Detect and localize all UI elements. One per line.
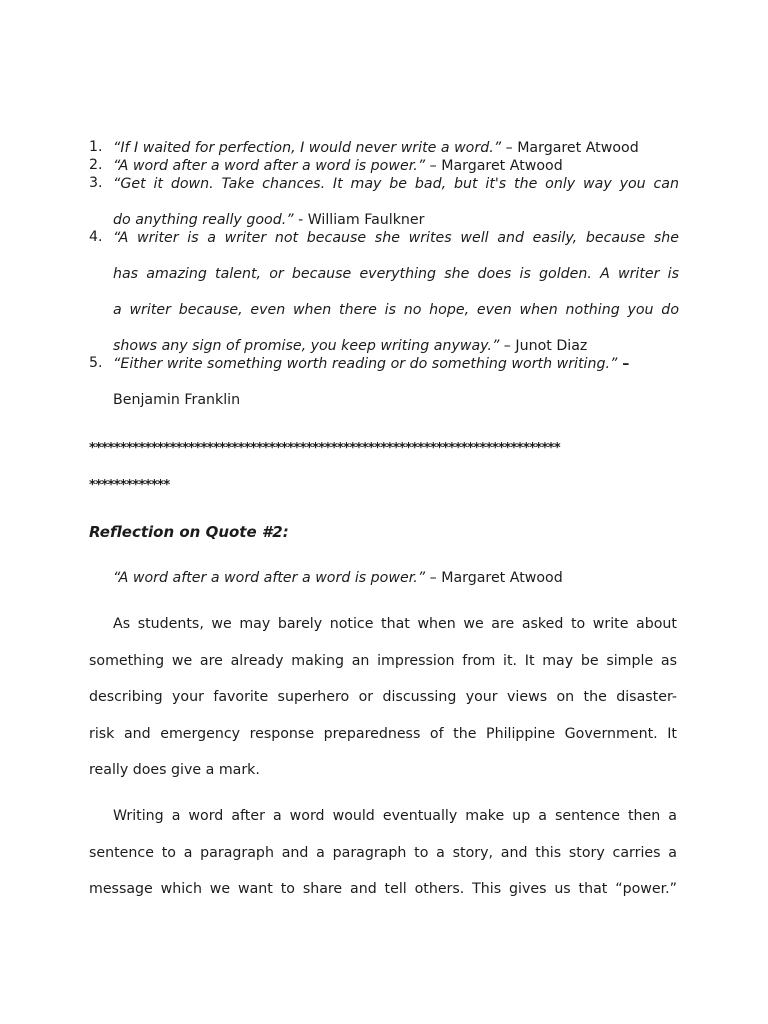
separator-line: **************************************************************************** xyxy=(89,441,561,456)
quote-text: “Get it down. Take chances. It may be bad, but it's the only way you can xyxy=(113,176,679,192)
quote-author: – Junot Diaz xyxy=(499,338,588,354)
paragraph xyxy=(89,615,677,798)
paragraph-line: As students, we may barely notice that when we are asked to write about xyxy=(113,616,677,632)
list-item xyxy=(89,157,679,175)
section-heading: Reflection on Quote #2: xyxy=(89,523,289,541)
quote-line xyxy=(113,301,679,319)
quote-author: – xyxy=(617,356,630,372)
list-number: 1. xyxy=(89,139,103,155)
paragraph-line: message which we want to share and tell others. This gives us that “power.” xyxy=(89,881,677,897)
quote-author: – Margaret Atwood xyxy=(425,570,563,586)
paragraph xyxy=(89,807,677,917)
quote-line xyxy=(113,229,679,247)
list-item xyxy=(89,175,679,229)
quote-line xyxy=(113,265,679,283)
paragraph-line: really does give a mark. xyxy=(89,762,260,778)
paragraph-line: Writing a word after a word would eventually make up a sentence then a xyxy=(113,808,677,824)
list-item xyxy=(89,355,679,409)
list-number: 2. xyxy=(89,157,103,173)
quote-line xyxy=(113,211,679,229)
quote-text: “If I waited for perfection, I would never write a word.” xyxy=(113,140,502,156)
quote-line xyxy=(113,175,679,193)
quote-text: a writer because, even when there is no hope, even when nothing you do xyxy=(113,302,679,318)
paragraph-line: describing your favorite superhero or discussing your views on the disaster- xyxy=(89,689,677,705)
list-number: 4. xyxy=(89,229,103,245)
quote-list xyxy=(89,139,679,409)
paragraph-line: sentence to a paragraph and a paragraph to a story, and this story carries a xyxy=(89,844,677,861)
paragraph-line: risk and emergency response preparedness of the Philippine Government. It xyxy=(89,725,677,742)
list-number: 5. xyxy=(89,355,103,371)
quote-text: do anything really good.” xyxy=(113,212,294,228)
list-item xyxy=(89,139,679,157)
quote-line xyxy=(113,337,679,355)
quote-text: shows any sign of promise, you keep writing anyway.” xyxy=(113,338,500,354)
quote-text: “A word after a word after a word is power.” xyxy=(113,158,426,174)
quote-author: Benjamin Franklin xyxy=(113,392,241,408)
quote-text: “A word after a word after a word is power.” xyxy=(113,570,426,586)
quote-line xyxy=(113,391,679,409)
quote-line xyxy=(113,157,679,175)
quote-text: “Either write something worth reading or do something worth writing.” xyxy=(113,356,618,372)
quote-author: - William Faulkner xyxy=(293,212,425,228)
quote-author: – Margaret Atwood xyxy=(501,140,639,156)
quote-text: “A writer is a writer not because she writes well and easily, because she xyxy=(113,230,679,246)
list-item xyxy=(89,229,679,355)
quote-line xyxy=(113,355,679,373)
quote-text: has amazing talent, or because everything she does is golden. A writer is xyxy=(113,266,679,282)
quote-author: – Margaret Atwood xyxy=(425,158,563,174)
separator-line: ************* xyxy=(89,478,170,493)
paragraph-line: something we are already making an impression from it. It may be simple as xyxy=(89,652,677,669)
reflection-quote xyxy=(113,569,563,587)
list-number: 3. xyxy=(89,175,103,191)
quote-line xyxy=(113,139,679,157)
